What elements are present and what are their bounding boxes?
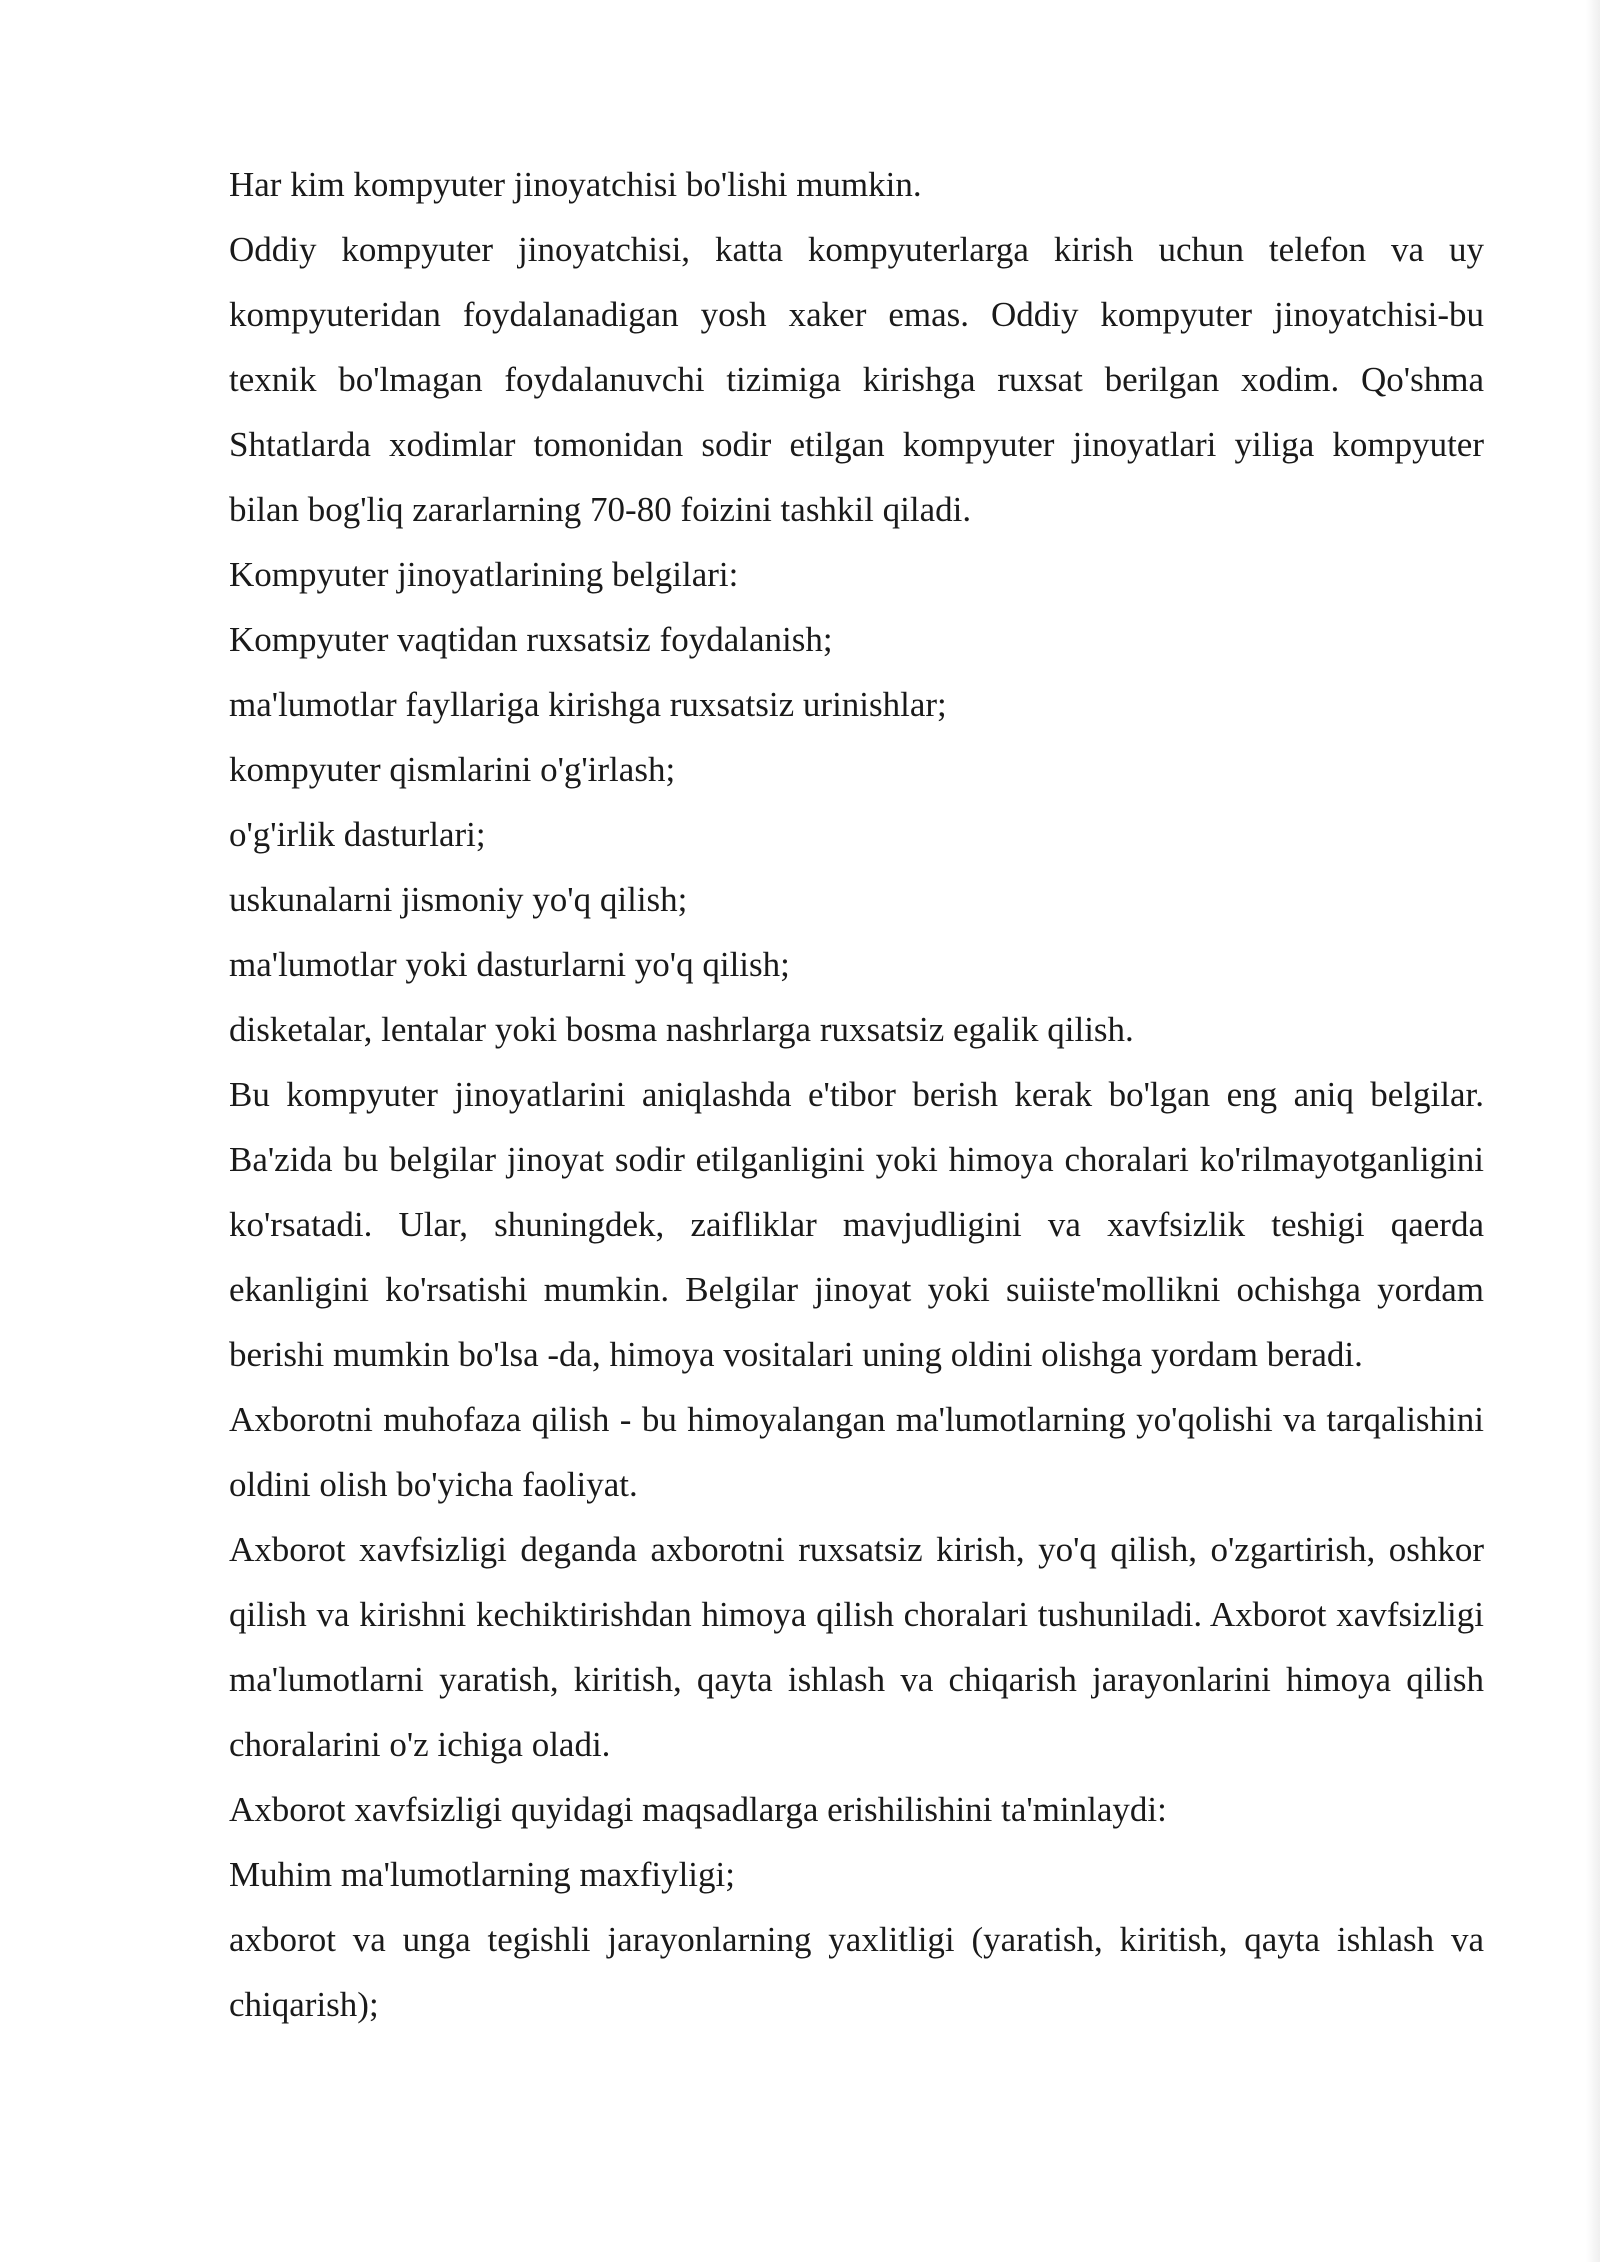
list-item: ma'lumotlar yoki dasturlarni yo'q qilish;	[229, 945, 790, 984]
list-item: disketalar, lentalar yoki bosma nashrlarga ruxsatsiz egalik qilish.	[229, 1010, 1134, 1049]
list-item: uskunalarni jismoniy yo'q qilish;	[229, 880, 688, 919]
list-item: Kompyuter vaqtidan ruxsatsiz foydalanish;	[229, 620, 833, 659]
paragraph: Har kim kompyuter jinoyatchisi bo'lishi mumkin.	[229, 165, 922, 204]
list-item: axborot va unga tegishli jarayonlarning yaxlitligi (yaratish, kiritish, qayta ishlash va chiqarish);	[229, 1920, 1484, 2024]
document-body	[229, 152, 1484, 2037]
list-heading: Kompyuter jinoyatlarining belgilari:	[229, 555, 739, 594]
list-item: ma'lumotlar fayllariga kirishga ruxsatsiz urinishlar;	[229, 685, 947, 724]
list-item: kompyuter qismlarini o'g'irlash;	[229, 750, 676, 789]
paragraph: Axborotni muhofaza qilish - bu himoyalangan ma'lumotlarning yo'qolishi va tarqalishini oldini olish bo'yicha faoliyat.	[229, 1400, 1484, 1504]
list-heading: Axborot xavfsizligi quyidagi maqsadlarga erishilishini ta'minlaydi:	[229, 1790, 1167, 1829]
page-edge-shadow	[1586, 0, 1600, 2262]
list-item: o'g'irlik dasturlari;	[229, 815, 486, 854]
paragraph: Bu kompyuter jinoyatlarini aniqlashda e'tibor berish kerak bo'lgan eng aniq belgilar. Ba'zida bu belgilar jinoyat sodir etilganligini yoki himoya choralari ko'rilmayotganligini ko'rsatadi. Ular, shuningdek, zaifliklar mavjudligini va xavfsizlik teshigi qaerda ekanligini ko'rsatishi mumkin. Belgilar jinoyat yoki suiiste'mollikni ochishga yordam berishi mumkin bo'lsa -da, himoya vositalari uning oldini olishga yordam beradi.	[229, 1075, 1484, 1374]
paragraph: Oddiy kompyuter jinoyatchisi, katta kompyuterlarga kirish uchun telefon va uy kompyuteridan foydalanadigan yosh xaker emas. Oddiy kompyuter jinoyatchisi-bu texnik bo'lmagan foydalanuvchi tizimiga kirishga ruxsat berilgan xodim. Qo'shma Shtatlarda xodimlar tomonidan sodir etilgan kompyuter jinoyatlari yiliga kompyuter bilan bog'liq zararlarning 70-80 foizini tashkil qiladi.	[229, 230, 1484, 529]
paragraph: Axborot xavfsizligi deganda axborotni ruxsatsiz kirish, yo'q qilish, o'zgartirish, oshkor qilish va kirishni kechiktirishdan himoya qilish choralari tushuniladi. Axborot xavfsizligi ma'lumotlarni yaratish, kiritish, qayta ishlash va chiqarish jarayonlarini himoya qilish choralarini o'z ichiga oladi.	[229, 1530, 1484, 1764]
list-item: Muhim ma'lumotlarning maxfiyligi;	[229, 1855, 735, 1894]
